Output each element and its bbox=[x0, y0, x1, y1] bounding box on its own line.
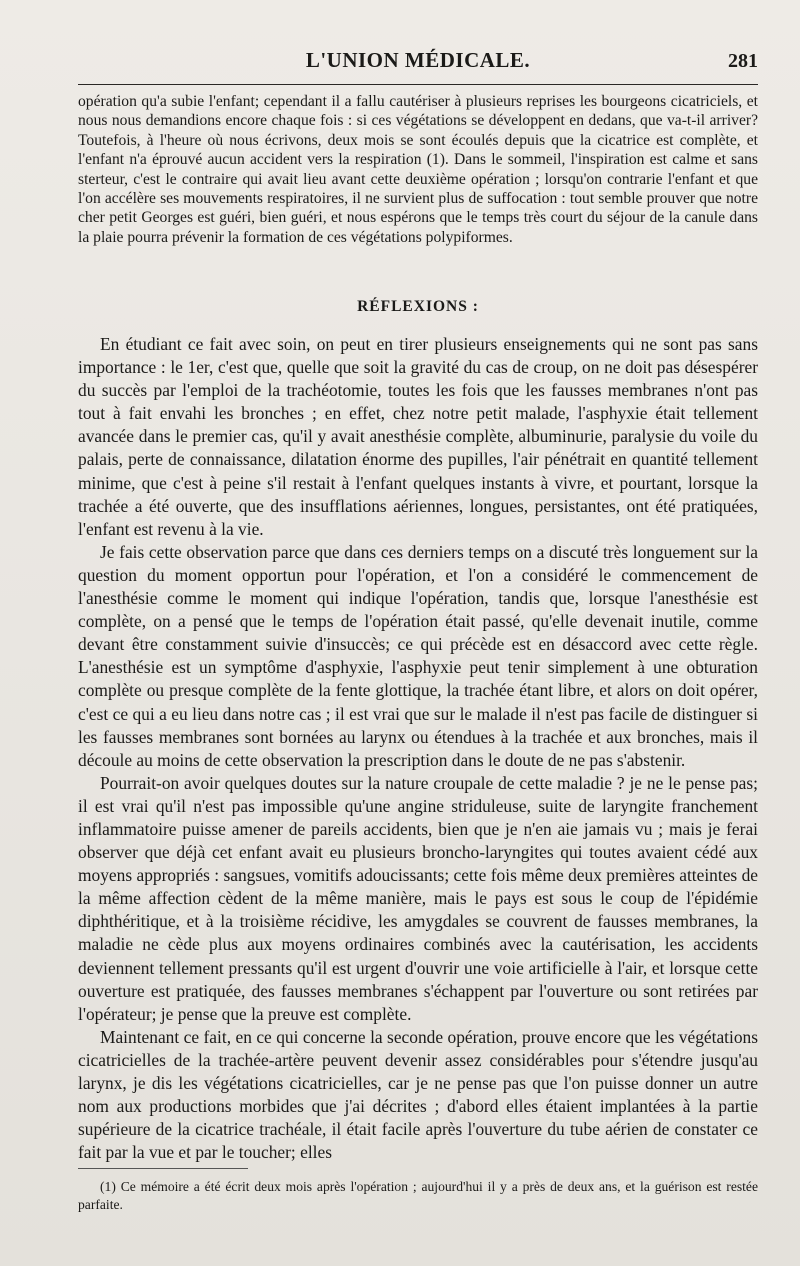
page-number: 281 bbox=[728, 50, 758, 72]
paragraph-2: Je fais cette observation parce que dans ces derniers temps on a discuté très longuement sur la question du moment opportun pour l'opération, et l'on a considéré le commencement de l'anesthésie comme le moment qui indique l'opération, tandis que, lorsque l'anesthésie est complète, on a pensé que le temps de l'opération était passé, qu'elle devenait inutile, comme devant être constamment suivie d'insuccès; ce qui précède est en désaccord avec cette règle. L'anesthésie est un symptôme d'asphyxie, l'asphyxie peut tenir simplement à une obturation complète ou presque complète de la fente glottique, la trachée étant libre, et alors on doit opérer, c'est ce qui a eu lieu dans notre cas ; il est vrai que sur le malade il n'est pas facile de distinguer si les fausses membranes sont bornées au larynx ou étendues à la trachée et aux bronches, mais il découle au moins de cette observation la prescription dans le doute de ne pas s'abstenir. bbox=[78, 541, 758, 770]
case-report-continuation bbox=[78, 92, 758, 247]
section-title: RÉFLEXIONS : bbox=[357, 298, 479, 315]
continued-paragraph: opération qu'a subie l'enfant; cependant il a fallu cautériser à plusieurs reprises les bourgeons cicatriciels, et nous nous demandions encore chaque fois : si ces végétations se développent en dedans, que va-t-il arriver? Toutefois, à l'heure où nous écrivons, deux mois se sont écoulés depuis que la cicatrice est complète, et l'enfant n'a éprouvé aucun accident vers la respiration (1). Dans le sommeil, l'inspiration est calme et sans sterteur, c'est le contraire qui avait lieu avant cette deuxième opération ; lorsqu'on contrarie l'enfant et que l'on accélère ses mouvements respiratoires, il ne survient plus de suffocation : tout semble prouver que notre cher petit Georges est guéri, bien guéri, et nous espérons que le temps très court du séjour de la canule dans la plaie pourra prévenir la formation de ces végétations polypiformes. bbox=[78, 93, 758, 246]
journal-title: L'UNION MÉDICALE. bbox=[305, 48, 531, 72]
paragraph-3: Pourrait-on avoir quelques doutes sur la nature croupale de cette maladie ? je ne le pense pas; il est vrai qu'il n'est pas impossible qu'une angine striduleuse, suite de laryngite franchement inflammatoire puisse amener de pareils accidents, bien que je n'en aie jamais vu ; mais je ferai observer que déjà cet enfant avait eu plusieurs broncho-laryngites qui toutes avaient cédé aux moyens appropriés : sangsues, vomitifs adoucissants; cette fois même deux premières atteintes de la même affection cèdent de la même manière, mais le pays est sous le coup de l'épidémie diphthéritique, et à la troisième récidive, les amygdales se couvrent de fausses membranes, la maladie ne cède plus aux moyens ordinaires combinés avec la cautérisation, les accidents deviennent tellement pressants qu'il est urgent d'ouvrir une voie artificielle à l'air, et lorsque cette ouverture est pratiquée, des fausses membranes s'échappent par l'ouverture ou sont retirées par l'opérateur; je pense que la preuve est complète. bbox=[78, 772, 758, 1024]
footnote-text: (1) Ce mémoire a été écrit deux mois après l'opération ; aujourd'hui il y a près de deux ans, et la guérison est restée parfaite. bbox=[78, 1179, 758, 1212]
running-header bbox=[78, 44, 758, 80]
reflections-body bbox=[78, 333, 758, 1164]
paragraph-4: Maintenant ce fait, en ce qui concerne la seconde opération, prouve encore que les végétations cicatricielles de la trachée-artère peuvent devenir assez considérables pour s'étendre jusqu'au larynx, je dis les végétations cicatricielles, car je ne pense pas que l'on puisse donner un autre nom aux productions morbides que j'ai décrites ; d'abord elles étaient implantées à la partie supérieure de la cicatrice trachéale, il était facile après l'ouverture du tube aérien de constater ce fait par la vue et par le toucher; elles bbox=[78, 1026, 758, 1163]
paragraph-1: En étudiant ce fait avec soin, on peut en tirer plusieurs enseignements qui ne sont pas sans importance : le 1er, c'est que, quelle que soit la gravité du cas de croup, on ne doit pas désespérer du succès par l'emploi de la trachéotomie, toutes les fois que les fausses membranes n'ont pas tout à fait envahi les bronches ; en effet, chez notre petit malade, l'asphyxie était tellement avancée dans le premier cas, qu'il y avait anesthésie complète, albuminurie, paralysie du voile du palais, perte de connaissance, dilatation énorme des pupilles, l'air pénétrait en quantité tellement minime, que c'est à peine s'il restait à l'enfant quelques instants à vivre, et pourtant, lorsque la trachée a été ouverte, que des insufflations aériennes, longues, persistantes, ont été pratiquées, l'enfant est revenu à la vie. bbox=[78, 334, 758, 539]
header-divider bbox=[78, 84, 758, 85]
footnote-divider bbox=[78, 1168, 248, 1169]
footnote bbox=[78, 1178, 758, 1214]
